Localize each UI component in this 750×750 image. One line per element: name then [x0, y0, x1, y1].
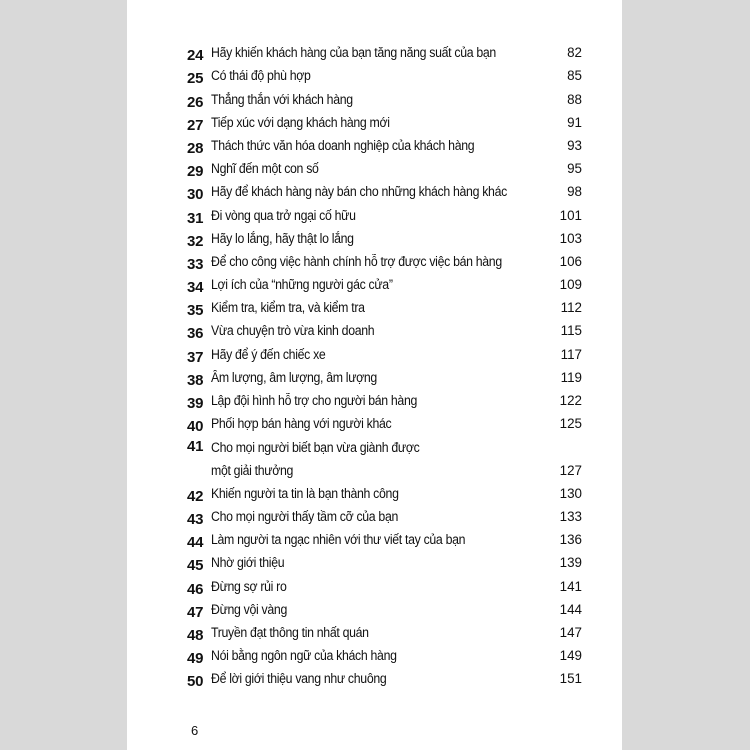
entry-title-line1: Hãy để khách hàng này bán cho những khách hàng khác: [211, 184, 507, 200]
chapter-number: 50: [187, 673, 204, 691]
chapter-page: 133: [559, 508, 582, 524]
chapter-title: [211, 134, 516, 157]
chapter-page: 85: [567, 68, 582, 84]
chapter-number: 27: [187, 116, 204, 134]
toc-entry: [187, 180, 582, 203]
chapter-title: [211, 551, 516, 574]
chapter-title: [211, 621, 516, 644]
chapter-title: [211, 41, 516, 64]
book-page: [127, 0, 622, 750]
chapter-title: [211, 667, 516, 690]
entry-title-line1: Đi vòng qua trở ngại cố hữu: [211, 207, 356, 223]
entry-title-line1: Làm người ta ngạc nhiên với thư viết tay của bạn: [211, 532, 466, 548]
chapter-page: 103: [559, 230, 582, 246]
chapter-page: 101: [559, 207, 582, 223]
chapter-number: 47: [187, 603, 204, 621]
toc-entry: [187, 389, 582, 412]
chapter-number: 28: [187, 139, 204, 157]
chapter-number: 38: [187, 371, 204, 389]
entry-title-line1: Cho mọi người thấy tầm cỡ của bạn: [211, 508, 399, 524]
chapter-title: [211, 273, 516, 296]
chapter-number: 44: [187, 534, 204, 552]
toc-entry: [187, 319, 582, 342]
chapter-page: 91: [567, 114, 582, 130]
chapter-number: 35: [187, 302, 204, 320]
chapter-number: 41: [187, 438, 204, 456]
chapter-title: [211, 296, 516, 319]
chapter-number: 34: [187, 279, 204, 297]
toc-entry: [187, 667, 582, 690]
toc-entry: [187, 435, 582, 481]
entry-title-line1: Thách thức văn hóa doanh nghiệp của khách hàng: [211, 137, 475, 153]
chapter-number: 45: [187, 557, 204, 575]
entry-title-line1: Để lời giới thiệu vang như chuông: [211, 671, 387, 687]
toc-entry: [187, 482, 582, 505]
chapter-title: [211, 157, 516, 180]
chapter-page: 136: [559, 532, 582, 548]
toc-entry: [187, 203, 582, 226]
toc-entry: [187, 250, 582, 273]
chapter-title: [211, 111, 516, 134]
toc-entry: [187, 551, 582, 574]
chapter-title: [211, 319, 516, 342]
chapter-title: [211, 88, 516, 111]
toc-entry: [187, 296, 582, 319]
chapter-title: [211, 436, 516, 482]
entry-title-line1: Thẳng thắn với khách hàng: [211, 91, 353, 107]
chapter-number: 31: [187, 209, 204, 227]
entry-title-line1: Cho mọi người biết bạn vừa giành được: [211, 439, 420, 455]
toc-entry: [187, 598, 582, 621]
chapter-number: 26: [187, 93, 204, 111]
chapter-title: [211, 389, 516, 412]
chapter-number: 33: [187, 255, 204, 273]
toc-entry: [187, 111, 582, 134]
page-number: 6: [191, 723, 199, 738]
toc-entry: [187, 157, 582, 180]
chapter-title: [211, 598, 516, 621]
entry-title-line1: Phối hợp bán hàng với người khác: [211, 416, 392, 432]
chapter-page: 93: [567, 137, 582, 153]
chapter-title: [211, 528, 516, 551]
chapter-number: 46: [187, 580, 204, 598]
toc-entry: [187, 644, 582, 667]
toc-entry: [187, 621, 582, 644]
chapter-page: 82: [567, 45, 582, 61]
chapter-page: 149: [559, 648, 582, 664]
entry-title-line1: Có thái độ phù hợp: [211, 68, 311, 84]
entry-title-line1: Để cho công việc hành chính hỗ trợ được việc bán hàng: [211, 253, 502, 269]
entry-title-line1: Truyền đạt thông tin nhất quán: [211, 624, 369, 640]
chapter-number: 40: [187, 418, 204, 436]
chapter-number: 42: [187, 487, 204, 505]
entry-title-line1: Hãy lo lắng, hãy thật lo lắng: [211, 230, 354, 246]
chapter-title: [211, 482, 516, 505]
chapter-page: 106: [559, 253, 582, 269]
toc-entry: [187, 41, 582, 64]
entry-title-line1: Nghĩ đến một con số: [211, 161, 319, 177]
toc-entry: [187, 134, 582, 157]
chapter-title: [211, 227, 516, 250]
entry-title-line1: Tiếp xúc với dạng khách hàng mới: [211, 114, 390, 130]
chapter-page: 141: [559, 578, 582, 594]
chapter-page: 98: [567, 184, 582, 200]
entry-title-line1: Nói bằng ngôn ngữ của khách hàng: [211, 648, 397, 664]
chapter-page: 147: [559, 624, 582, 640]
chapter-page: 130: [559, 485, 582, 501]
chapter-page: 125: [559, 416, 582, 432]
toc-entry: [187, 342, 582, 365]
chapter-number: 25: [187, 70, 204, 88]
table-of-contents: [187, 41, 582, 690]
chapter-title: [211, 644, 516, 667]
chapter-title: [211, 204, 516, 227]
entry-title-line1: Nhờ giới thiệu: [211, 555, 285, 571]
toc-entry: [187, 64, 582, 87]
chapter-number: 36: [187, 325, 204, 343]
entry-title-line1: Lập đội hình hỗ trợ cho người bán hàng: [211, 393, 418, 408]
toc-entry: [187, 412, 582, 435]
entry-title-line1: Đừng vội vàng: [211, 601, 287, 617]
chapter-page: 95: [567, 161, 582, 177]
toc-entry: [187, 505, 582, 528]
chapter-title: [211, 250, 516, 273]
chapter-page: 88: [567, 91, 582, 107]
chapter-number: 29: [187, 163, 204, 181]
chapter-number: 39: [187, 395, 204, 412]
chapter-number: 32: [187, 232, 204, 250]
chapter-page: 151: [559, 671, 582, 687]
chapter-number: 24: [187, 47, 204, 65]
entry-title-line1: Khiến người ta tin là bạn thành công: [211, 485, 399, 501]
toc-entry: [187, 87, 582, 110]
chapter-page: 119: [560, 369, 582, 385]
toc-entry: [187, 574, 582, 597]
chapter-page: 144: [559, 601, 582, 617]
chapter-number: 37: [187, 348, 204, 366]
entry-title-line1: Kiểm tra, kiểm tra, và kiểm tra: [211, 300, 365, 316]
chapter-number: 43: [187, 510, 204, 528]
toc-entry: [187, 528, 582, 551]
chapter-title: [211, 505, 516, 528]
entry-title-line1: Hãy để ý đến chiếc xe: [211, 346, 326, 362]
chapter-title: [211, 343, 516, 366]
chapter-title: [211, 366, 516, 389]
entry-title-line1: Âm lượng, âm lượng, âm lượng: [211, 369, 377, 385]
chapter-title: [211, 412, 516, 435]
chapter-page: 115: [560, 323, 582, 339]
chapter-title: [211, 575, 516, 598]
entry-title-line1: Đừng sợ rủi ro: [211, 578, 287, 594]
chapter-number: 49: [187, 650, 204, 668]
chapter-page: 112: [560, 300, 582, 316]
toc-entry: [187, 366, 582, 389]
entry-title-line1: Hãy khiến khách hàng của bạn tăng năng suất của bạn: [211, 45, 496, 61]
chapter-title: [211, 64, 516, 87]
chapter-page: 127: [559, 462, 582, 478]
toc-entry: [187, 273, 582, 296]
chapter-page: 117: [560, 346, 582, 362]
entry-title-line1: Lợi ích của “những người gác cửa”: [211, 277, 393, 293]
chapter-page: 109: [559, 277, 582, 293]
chapter-number: 30: [187, 186, 204, 204]
chapter-page: 139: [559, 555, 582, 571]
chapter-title: [211, 180, 516, 203]
chapter-page: 122: [559, 393, 582, 408]
entry-title-line2: một giải thưởng: [211, 462, 294, 478]
entry-title-line1: Vừa chuyện trò vừa kinh doanh: [211, 323, 375, 339]
chapter-number: 48: [187, 626, 204, 644]
toc-entry: [187, 227, 582, 250]
